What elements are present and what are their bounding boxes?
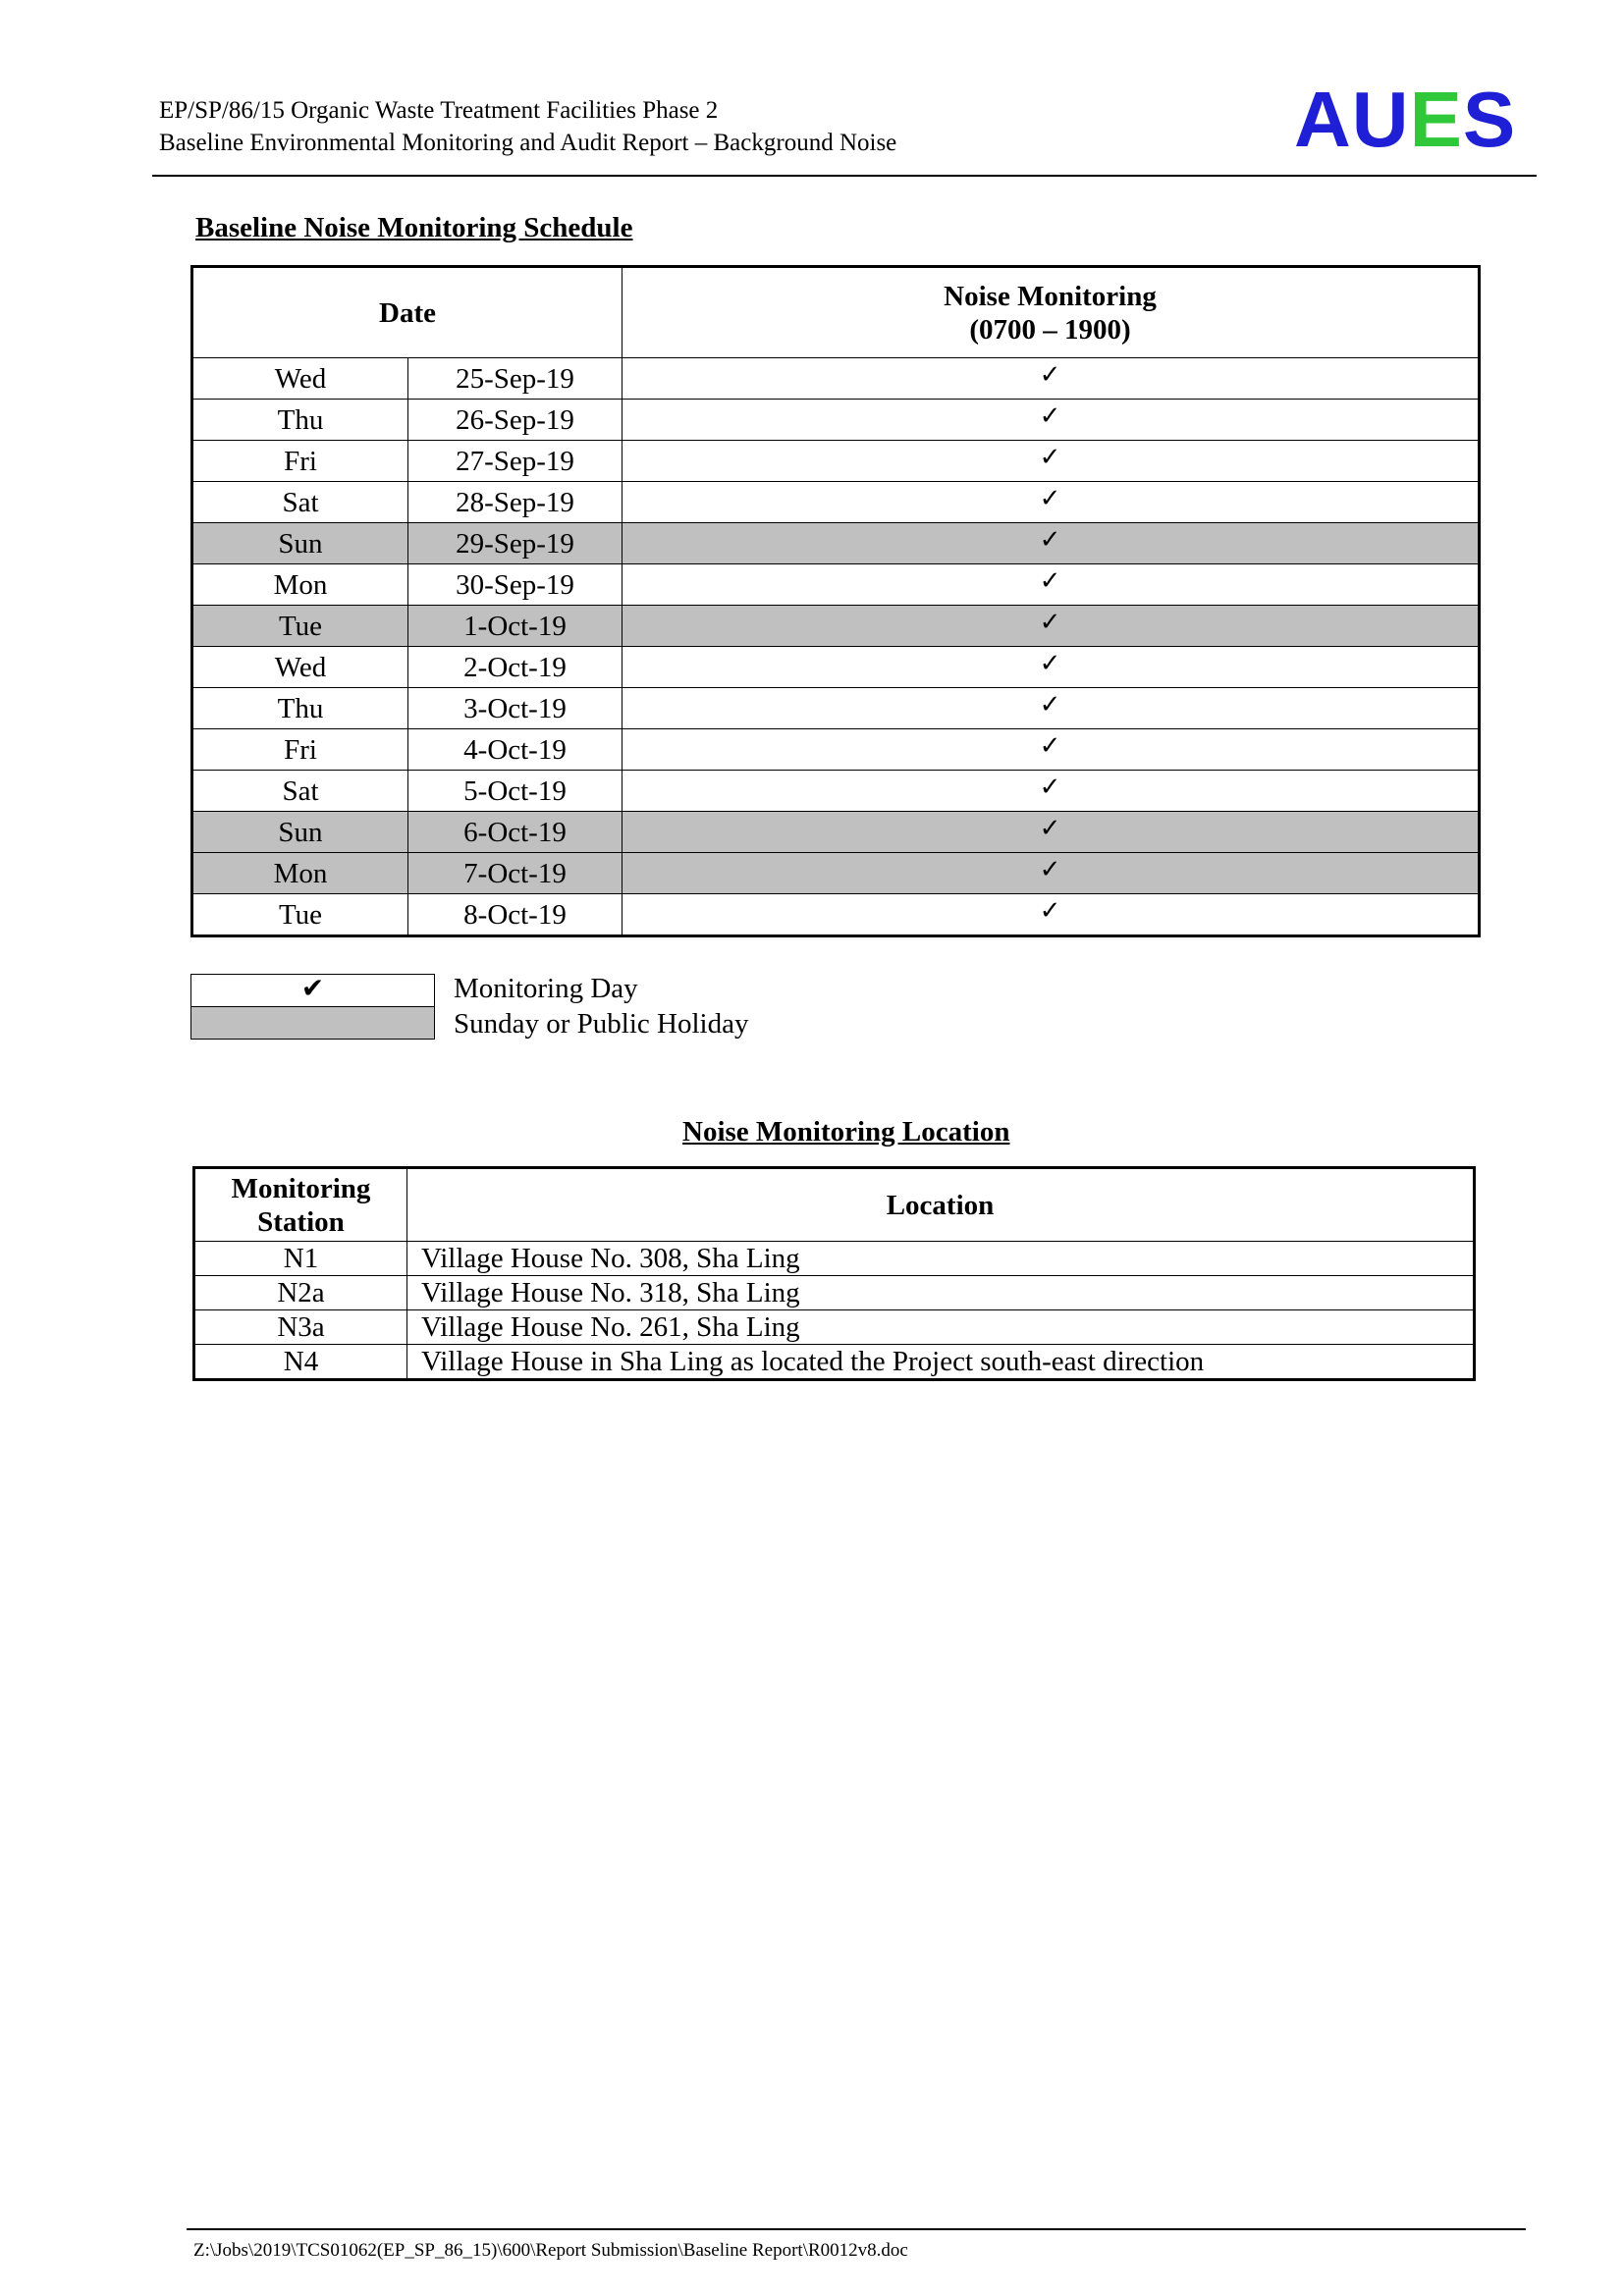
day-cell: Wed [192, 358, 408, 400]
logo-letter: E [1409, 76, 1463, 163]
monitoring-cell [623, 894, 1480, 936]
location-cell: Village House No. 308, Sha Ling [407, 1242, 1475, 1276]
location-cell: Village House No. 318, Sha Ling [407, 1276, 1475, 1310]
day-cell: Tue [192, 606, 408, 647]
footer-file-path: Z:\Jobs\2019\TCS01062(EP_SP_86_15)\600\Report Submission\Baseline Report\R0012v8.doc [193, 2240, 908, 2261]
schedule-row [192, 441, 1480, 482]
schedule-row [192, 894, 1480, 936]
legend-holiday-swatch [190, 1006, 435, 1040]
locations-table [192, 1166, 1476, 1381]
station-cell: N3a [194, 1310, 407, 1345]
monitoring-cell [623, 853, 1480, 894]
check-icon: ✓ [1039, 690, 1061, 720]
day-cell: Fri [192, 729, 408, 771]
monitoring-cell [623, 606, 1480, 647]
station-cell: N1 [194, 1242, 407, 1276]
monitoring-cell [623, 771, 1480, 812]
date-cell: 5-Oct-19 [408, 771, 623, 812]
day-cell: Thu [192, 400, 408, 441]
day-cell: Sat [192, 482, 408, 523]
day-cell: Fri [192, 441, 408, 482]
station-cell: N4 [194, 1345, 407, 1380]
date-cell: 3-Oct-19 [408, 688, 623, 729]
check-icon: ✔ [300, 972, 325, 1004]
date-cell: 1-Oct-19 [408, 606, 623, 647]
monitoring-cell [623, 482, 1480, 523]
location-cell: Village House No. 261, Sha Ling [407, 1310, 1475, 1345]
header-line-1: EP/SP/86/15 Organic Waste Treatment Facilities Phase 2 [159, 97, 719, 124]
day-cell: Sun [192, 812, 408, 853]
date-cell: 7-Oct-19 [408, 853, 623, 894]
check-icon: ✓ [1039, 608, 1061, 637]
schedule-row [192, 482, 1480, 523]
location-row [194, 1310, 1475, 1345]
date-column-header: Date [192, 267, 623, 358]
locations-title: Noise Monitoring Location [682, 1116, 1010, 1148]
monitoring-cell [623, 358, 1480, 400]
monitoring-cell [623, 564, 1480, 606]
logo-letter: S [1462, 76, 1517, 163]
legend-holiday-label: Sunday or Public Holiday [454, 1008, 749, 1040]
schedule-row [192, 647, 1480, 688]
schedule-row [192, 358, 1480, 400]
monitoring-cell [623, 688, 1480, 729]
check-icon: ✓ [1039, 525, 1061, 555]
day-cell: Sat [192, 771, 408, 812]
logo-letter: U [1351, 76, 1410, 163]
check-icon: ✓ [1039, 896, 1061, 926]
check-icon: ✓ [1039, 855, 1061, 884]
day-cell: Thu [192, 688, 408, 729]
date-cell: 6-Oct-19 [408, 812, 623, 853]
noise-monitoring-column-header [623, 267, 1480, 358]
monitoring-cell [623, 400, 1480, 441]
day-cell: Mon [192, 564, 408, 606]
monitoring-cell [623, 729, 1480, 771]
check-icon: ✓ [1039, 443, 1061, 472]
day-cell: Wed [192, 647, 408, 688]
legend-monitoring-label: Monitoring Day [454, 973, 638, 1004]
schedule-title: Baseline Noise Monitoring Schedule [195, 212, 633, 243]
date-cell: 25-Sep-19 [408, 358, 623, 400]
monitoring-cell [623, 812, 1480, 853]
day-cell: Tue [192, 894, 408, 936]
check-icon: ✓ [1039, 649, 1061, 678]
check-icon: ✓ [1039, 814, 1061, 843]
check-icon: ✓ [1039, 484, 1061, 513]
schedule-table [190, 265, 1481, 937]
date-cell: 30-Sep-19 [408, 564, 623, 606]
schedule-header-row [192, 267, 1480, 358]
location-row [194, 1345, 1475, 1380]
monitoring-cell [623, 523, 1480, 564]
schedule-row [192, 688, 1480, 729]
location-row [194, 1276, 1475, 1310]
schedule-row [192, 606, 1480, 647]
footer-divider [187, 2228, 1526, 2230]
date-cell: 8-Oct-19 [408, 894, 623, 936]
check-icon: ✓ [1039, 773, 1061, 802]
date-cell: 2-Oct-19 [408, 647, 623, 688]
location-cell: Village House in Sha Ling as located the Project south-east direction [407, 1345, 1475, 1380]
station-header-line-2: Station [257, 1205, 345, 1238]
schedule-row [192, 729, 1480, 771]
location-column-header: Location [407, 1168, 1475, 1242]
legend-monitoring-swatch [190, 974, 435, 1007]
location-row [194, 1242, 1475, 1276]
noise-header-line-2: (0700 – 1900) [969, 313, 1131, 346]
day-cell: Sun [192, 523, 408, 564]
check-icon: ✓ [1039, 566, 1061, 596]
schedule-row [192, 771, 1480, 812]
monitoring-cell [623, 441, 1480, 482]
check-icon: ✓ [1039, 731, 1061, 761]
monitoring-cell [623, 647, 1480, 688]
locations-header-row [194, 1168, 1475, 1242]
schedule-row [192, 400, 1480, 441]
schedule-row [192, 853, 1480, 894]
day-cell: Mon [192, 853, 408, 894]
document-header [159, 94, 896, 159]
station-header-line-1: Monitoring [231, 1172, 371, 1204]
date-cell: 29-Sep-19 [408, 523, 623, 564]
date-cell: 4-Oct-19 [408, 729, 623, 771]
schedule-row [192, 564, 1480, 606]
schedule-row [192, 812, 1480, 853]
check-icon: ✓ [1039, 401, 1061, 431]
schedule-row [192, 523, 1480, 564]
station-cell: N2a [194, 1276, 407, 1310]
date-cell: 26-Sep-19 [408, 400, 623, 441]
logo-letter: A [1294, 76, 1352, 163]
aues-logo [1294, 76, 1517, 163]
header-line-2: Baseline Environmental Monitoring and Audit Report – Background Noise [159, 130, 897, 156]
noise-header-line-1: Noise Monitoring [944, 280, 1157, 312]
date-cell: 27-Sep-19 [408, 441, 623, 482]
date-cell: 28-Sep-19 [408, 482, 623, 523]
check-icon: ✓ [1039, 360, 1061, 390]
header-divider [152, 175, 1537, 177]
station-column-header [194, 1168, 407, 1242]
